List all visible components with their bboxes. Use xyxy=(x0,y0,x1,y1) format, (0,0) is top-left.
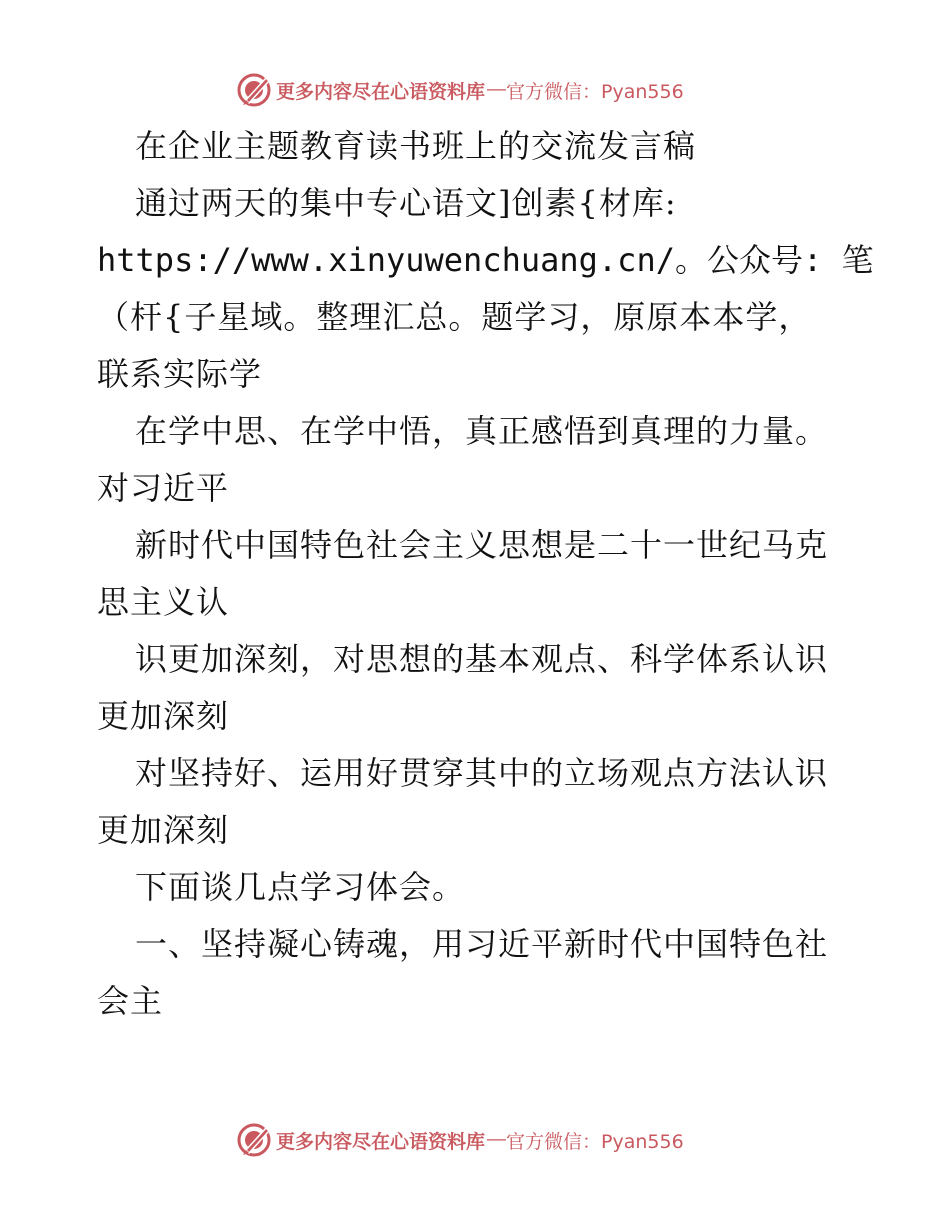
pen-seal-icon xyxy=(236,72,272,108)
text-line: 更加深刻 xyxy=(97,697,230,735)
watermark-contact-text: 官方微信：Pyan556 xyxy=(506,80,684,103)
text-line: 对习近平 xyxy=(97,469,230,507)
text-line: 在学中思、在学中悟，真正感悟到真理的力量。 xyxy=(135,412,829,450)
watermark-brand-text: 更多内容尽在心语资料库 xyxy=(276,80,486,103)
watermark-separator: — xyxy=(487,1129,507,1150)
footer-watermark xyxy=(236,1122,684,1158)
text-line: （杆{子星域。整理汇总。题学习，原原本本学， xyxy=(97,298,812,336)
document-body xyxy=(97,118,874,1030)
text-line: 对坚持好、运用好贯穿其中的立场观点方法认识 xyxy=(135,754,829,792)
text-line: 下面谈几点学习体会。 xyxy=(135,868,466,906)
text-line: 会主 xyxy=(97,982,164,1020)
watermark-contact-text: 官方微信：Pyan556 xyxy=(506,1130,684,1153)
text-line: 更加深刻 xyxy=(97,811,230,849)
section-heading: 一、坚持凝心铸魂，用习近平新时代中国特色社 xyxy=(135,925,829,963)
document-title: 在企业主题教育读书班上的交流发言稿 xyxy=(135,127,697,165)
watermark-brand-text: 更多内容尽在心语资料库 xyxy=(276,1130,486,1153)
text-line: 通过两天的集中专心语文]创素{材库: xyxy=(135,184,677,222)
text-line: 新时代中国特色社会主义思想是二十一世纪马克 xyxy=(135,526,829,564)
header-watermark xyxy=(236,72,684,108)
pen-seal-icon xyxy=(236,1122,272,1158)
text-line: 识更加深刻，对思想的基本观点、科学体系认识 xyxy=(135,640,829,678)
watermark-separator: — xyxy=(487,79,507,100)
text-line: 联系实际学 xyxy=(97,355,263,393)
text-line-url: https://www.xinyuwenchuang.cn/。公众号: 笔 xyxy=(97,241,874,279)
text-line: 思主义认 xyxy=(97,583,230,621)
